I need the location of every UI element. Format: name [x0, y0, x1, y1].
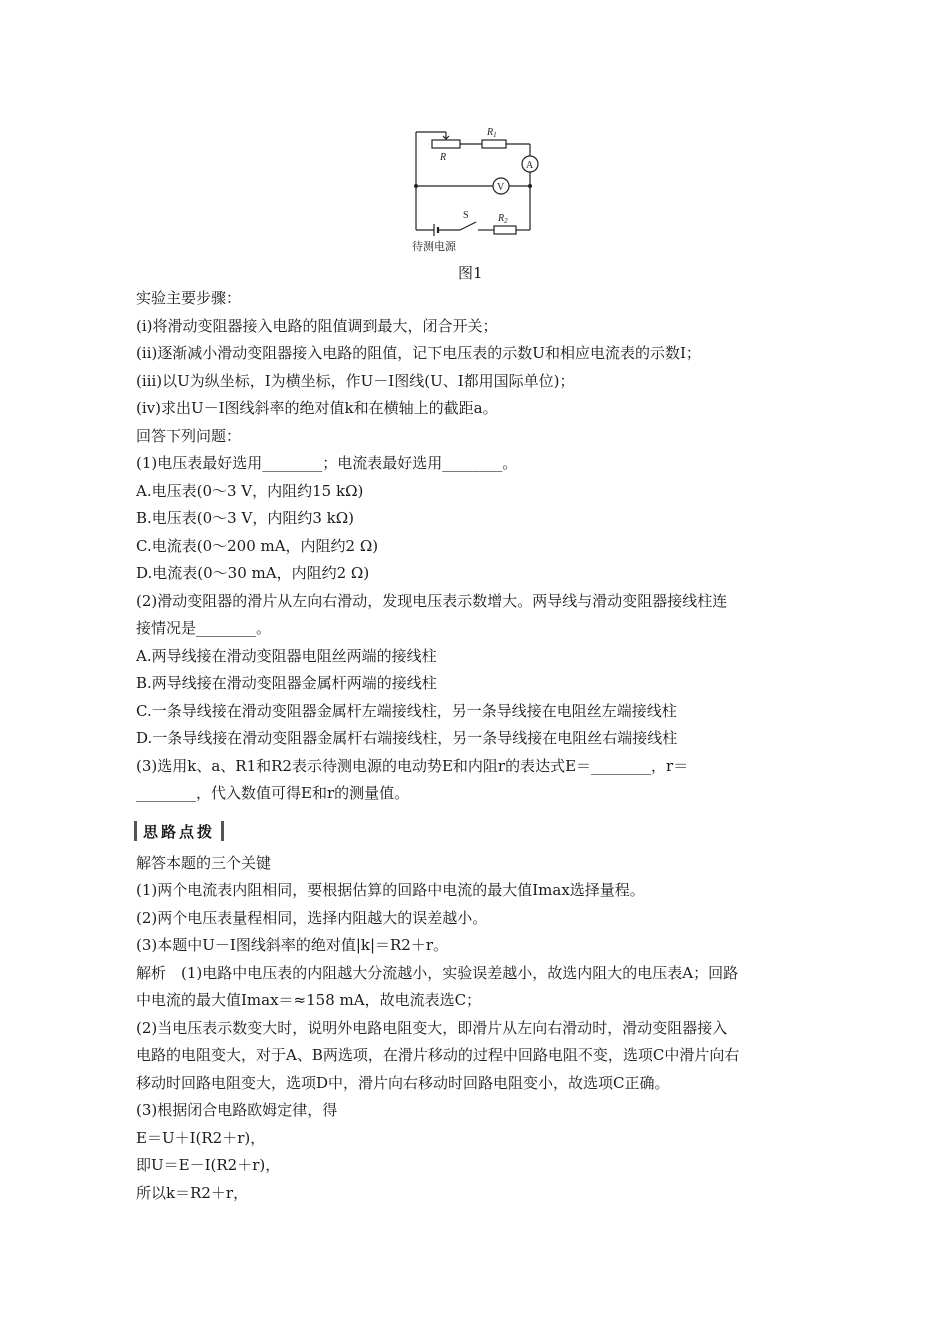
text-line: 解析 (1)电路中电压表的内阻越大分流越小，实验误差越小，故选内阻大的电压表A；回路 — [136, 964, 739, 982]
text-line: (ⅳ)求出U－I图线斜率的绝对值k和在横轴上的截距a。 — [136, 399, 498, 417]
text-line: (2)当电压表示数变大时，说明外电路电阻变大，即滑片从左向右滑动时，滑动变阻器接入 — [136, 1019, 728, 1037]
text-line: (3)本题中U－I图线斜率的绝对值|k|＝R2＋r。 — [136, 936, 449, 954]
equation-line: E＝U＋I(R2＋r)， — [136, 1129, 266, 1147]
voltmeter-label: V — [497, 182, 505, 193]
option-line: B.电压表(0～3 V，内阻约3 kΩ) — [136, 509, 355, 527]
text-line: 解答本题的三个关键 — [136, 854, 272, 872]
option-line: A.电压表(0～3 V，内阻约15 kΩ) — [136, 482, 364, 500]
section-header — [134, 820, 224, 842]
label-r: R — [440, 152, 447, 163]
header-bar-right — [221, 821, 224, 841]
text-line: 回答下列问题： — [136, 427, 242, 445]
equation-line: 所以k＝R2＋r， — [136, 1184, 249, 1202]
text-line: (ⅲ)以U为纵坐标，I为横坐标，作U－I图线(U、I都用国际单位)； — [136, 372, 575, 390]
text-line: 中电流的最大值Imax＝≈158 mA，故电流表选C； — [136, 991, 482, 1009]
option-line: D.电流表(0～30 mA，内阻约2 Ω) — [136, 564, 370, 582]
figure-caption: 图1 — [458, 264, 483, 282]
ammeter-label: A — [526, 160, 534, 171]
text-line: (3)根据闭合电路欧姆定律，得 — [136, 1101, 338, 1119]
text-line: (1)两个电流表内阻相同，要根据估算的回路中电流的最大值Imax选择量程。 — [136, 881, 645, 899]
option-line: C.电流表(0～200 mA，内阻约2 Ω) — [136, 537, 379, 555]
option-line: C.一条导线接在滑动变阻器金属杆左端接线柱，另一条导线接在电阻丝左端接线柱 — [136, 702, 677, 720]
text-line: (ⅱ)逐渐减小滑动变阻器接入电路的阻值，记下电压表的示数U和相应电流表的示数I； — [136, 344, 701, 362]
option-line: D.一条导线接在滑动变阻器金属杆右端接线柱，另一条导线接在电阻丝右端接线柱 — [136, 729, 678, 747]
text-line: (1)电压表最好选用________；电流表最好选用________。 — [136, 454, 518, 472]
label-r2: $R_2$ — [498, 213, 508, 225]
switch-label: S — [463, 210, 469, 221]
label-r1: $R_1$ — [487, 127, 497, 139]
equation-line: 即U＝E－I(R2＋r)， — [136, 1156, 281, 1174]
text-line: ________，代入数值可得E和r的测量值。 — [136, 784, 410, 802]
text-line: (2)两个电压表量程相同，选择内阻越大的误差越小。 — [136, 909, 488, 927]
text-line: (3)选用k、a、R1和R2表示待测电源的电动势E和内阻r的表达式E＝________，r＝ — [136, 757, 689, 775]
option-line: A.两导线接在滑动变阻器电阻丝两端的接线柱 — [136, 647, 437, 665]
text-line: 实验主要步骤： — [136, 289, 242, 307]
text-line: (ⅰ)将滑动变阻器接入电路的阻值调到最大，闭合开关； — [136, 317, 498, 335]
text-line: 接情况是________。 — [136, 619, 272, 637]
section-header-title: 思路点拨 — [143, 822, 216, 841]
circuit-diagram — [390, 118, 560, 258]
text-line: 电路的电阻变大，对于A、B两选项，在滑片移动的过程中回路电阻不变，选项C中滑片向右 — [136, 1046, 740, 1064]
text-line: (2)滑动变阻器的滑片从左向右滑动，发现电压表示数增大。两导线与滑动变阻器接线柱连 — [136, 592, 728, 610]
source-label: 待测电源 — [412, 240, 456, 253]
option-line: B.两导线接在滑动变阻器金属杆两端的接线柱 — [136, 674, 437, 692]
text-line: 移动时回路电阻变大，选项D中，滑片向右移动时回路电阻变小，故选项C正确。 — [136, 1074, 670, 1092]
